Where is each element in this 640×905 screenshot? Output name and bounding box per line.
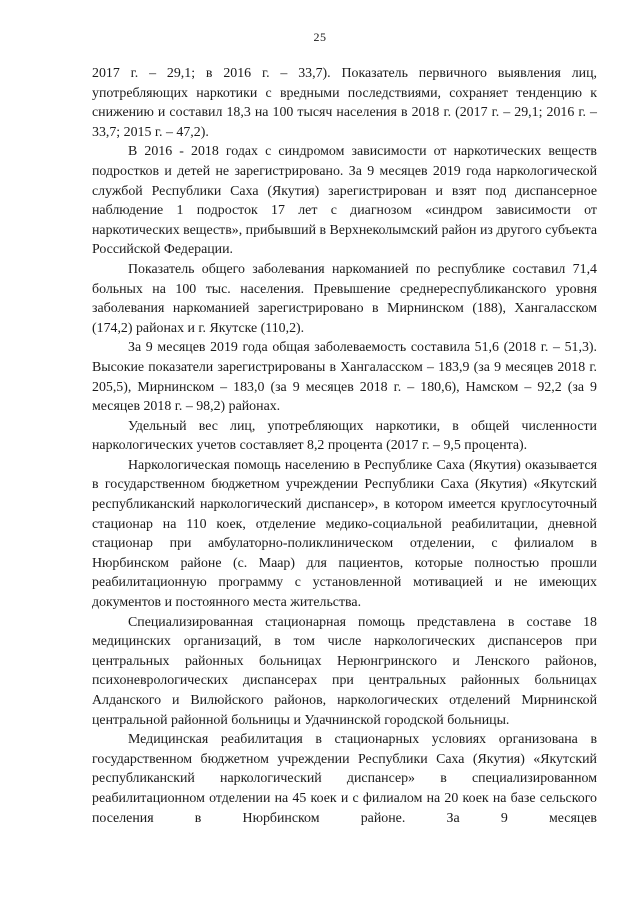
document-body bbox=[92, 64, 597, 828]
page-number: 25 bbox=[313, 30, 327, 44]
paragraph-narcological-care: Наркологическая помощь населению в Республике Саха (Якутия) оказывается в государственном бюджетном учреждении Республики Саха (Якутия) «Якутский республиканский наркологический диспансер», в котором имеется круглосуточный стационар на 110 коек, отделение медико-социальной реабилитации, дневной стационар при амбулаторно-поликлиническом отделении, с филиалом в Нюрбинском районе (с. Маар) для пациентов, которые полностью прошли реабилитационную программу с установленной мотивацией и не имеющих документов и постоянного места жительства. bbox=[92, 457, 597, 611]
paragraph-minors-dependence: В 2016 - 2018 годах с синдромом зависимости от наркотических веществ подростков и детей не зарегистрировано. За 9 месяцев 2019 года наркологической службой Республики Саха (Якутия) зарегистрирован и взят под диспансерное наблюдение 1 подросток 17 лет с диагнозом «синдром зависимости от наркотических веществ», прибывший в Верхнеколымский район из другого субъекта Российской Федерации. bbox=[92, 144, 597, 258]
paragraph-drug-detection-rate: 2017 г. – 29,1; в 2016 г. – 33,7). Показатель первичного выявления лиц, употребляющих наркотики с вредными последствиями, сохраняет тенденцию к снижению и составил 18,3 на 100 тысяч населения в 2018 г. (2017 г. – 29,1; 2016 г. – 33,7; 2015 г. – 47,2). bbox=[92, 66, 597, 140]
paragraph-share-of-drug-users: Удельный вес лиц, употребляющих наркотики, в общей численности наркологических учетов составляет 8,2 процента (2017 г. – 9,5 процента). bbox=[92, 418, 597, 454]
paragraph-inpatient-care: Специализированная стационарная помощь представлена в составе 18 медицинских организаций, в том числе наркологических диспансеров при центральных районных больницах Нерюнгринского и Ленского районов, психоневрологических диспансерах при центральных районных больницах Алданского и Вилюйского районов, наркологических отделений Мирнинской центральной районной больницы и Удачнинской городской больницы. bbox=[92, 614, 597, 728]
paragraph-medical-rehabilitation: Медицинская реабилитация в стационарных условиях организована в государственном бюджетном учреждении Республики Саха (Якутия) «Якутский республиканский наркологический диспансер» в специализированном реабилитационном отделении на 45 коек и с филиалом на 20 коек на базе сельского поселения в Нюрбинском районе. За 9 месяцев bbox=[92, 732, 597, 826]
paragraph-nine-months-morbidity: За 9 месяцев 2019 года общая заболеваемость составила 51,6 (2018 г. – 51,3). Высокие показатели зарегистрированы в Хангаласском – 183,9 (за 9 месяцев 2018 г. 205,5), Мирнинском – 183,0 (за 9 месяцев 2018 г. – 180,6), Намском – 92,2 (за 9 месяцев 2018 г. – 98,2) районах. bbox=[92, 340, 597, 415]
paragraph-general-morbidity: Показатель общего заболевания наркоманией по республике составил 71,4 больных на 100 тыс. населения. Превышение среднереспубликанского уровня заболевания наркоманией зарегистрировано в Мирнинском (188), Хангаласском (174,2) районах и г. Якутске (110,2). bbox=[92, 261, 597, 336]
